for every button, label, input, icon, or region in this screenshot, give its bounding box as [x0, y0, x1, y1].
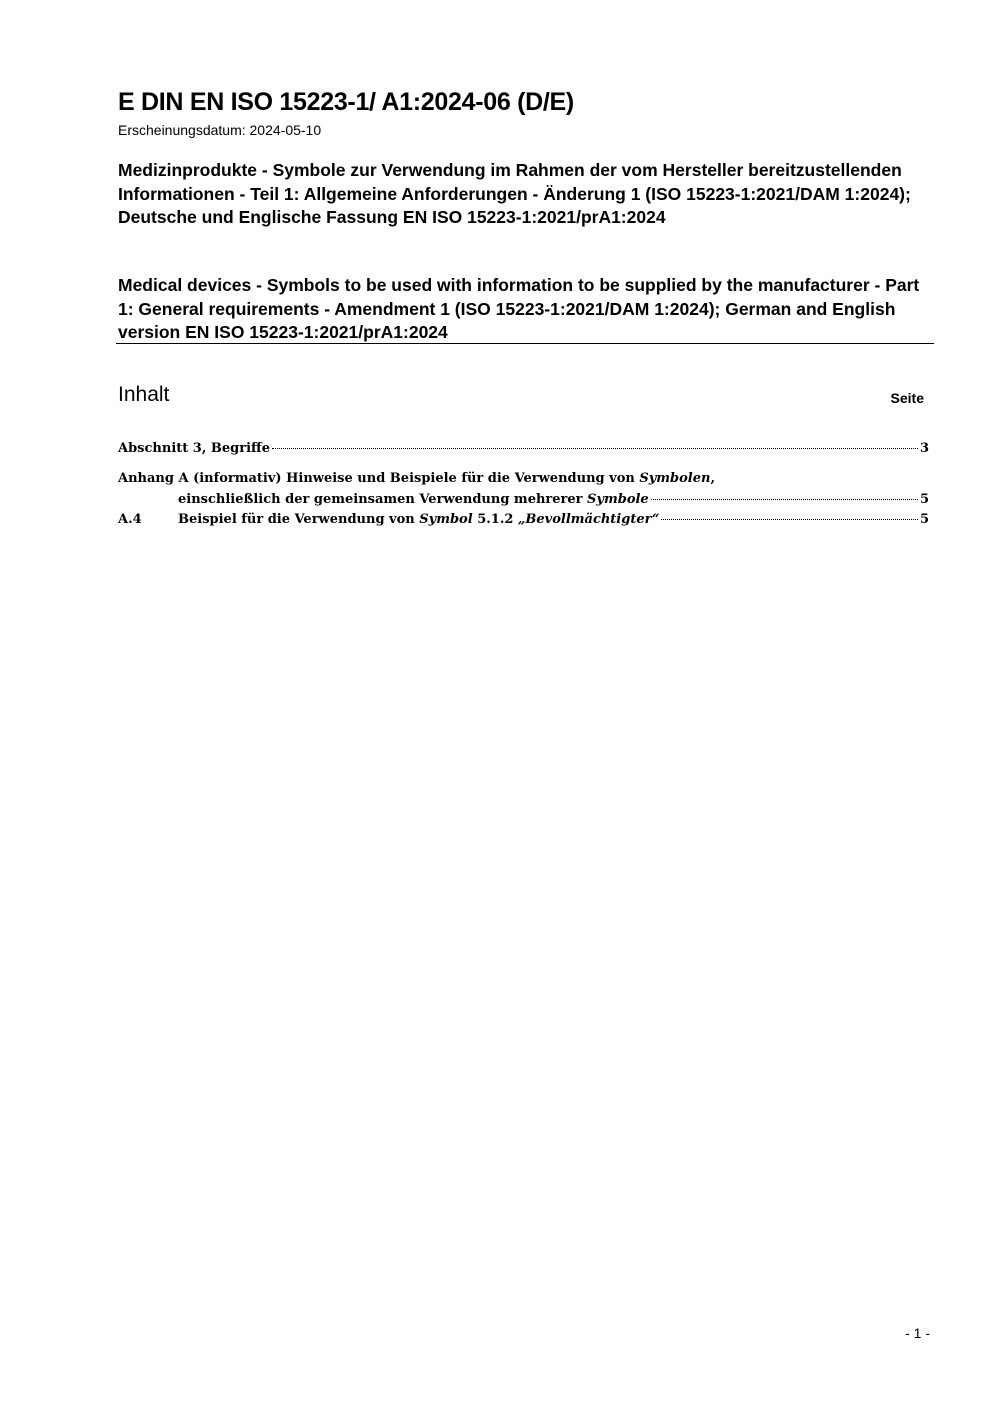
toc-entry-label: Abschnitt 3, Begriffe: [118, 441, 270, 456]
document-number: E DIN EN ISO 15223-1/ A1:2024-06 (D/E): [118, 88, 574, 116]
toc-leader-dots: [651, 499, 918, 500]
toc-entry-label-italic: Symbole: [587, 492, 649, 507]
toc-entry-label: Anhang A (informativ) Hinweise und Beispiele für die Verwendung von: [118, 471, 640, 486]
toc-entry-anhang-a-line2[interactable]: [178, 492, 929, 507]
page-number: - 1 -: [905, 1325, 930, 1341]
toc-entry-abschnitt-3[interactable]: [118, 441, 929, 456]
toc-entry-label: ,: [710, 471, 715, 486]
title-german: Medizinprodukte - Symbole zur Verwendung im Rahmen der vom Hersteller bereitzustellenden Informationen - Teil 1: Allgemeine Anforderungen - Änderung 1 (ISO 15223-1:2021/DAM 1:2024); Deutsche und Englische Fassung EN ISO 15223-1:2021/prA1:2024: [118, 160, 911, 227]
title-english: Medical devices - Symbols to be used with information to be supplied by the manufacturer - Part 1: General requirements - Amendment 1 (ISO 15223-1:2021/DAM 1:2024); German and English version EN ISO 15223-1:2021/prA1:2024: [118, 275, 920, 342]
title-divider: [116, 343, 934, 344]
toc-entry-label: [118, 512, 659, 527]
toc-entry-label-part: Beispiel für die Verwendung von: [178, 512, 420, 527]
toc-entry-label-part: 5.1.2: [472, 512, 518, 527]
toc-entry-label-part: einschließlich der gemeinsamen Verwendung mehrerer: [178, 492, 588, 507]
toc-entry-page: 5: [919, 512, 929, 527]
toc-entry-label-italic: Symbolen: [639, 471, 711, 486]
toc-entry-label: [178, 492, 649, 507]
toc-entry-page: 5: [919, 492, 929, 507]
toc-entry-anhang-a-line1[interactable]: [118, 471, 715, 486]
toc-heading: Inhalt: [118, 383, 170, 406]
toc-leader-dots: [272, 448, 918, 449]
toc-page-label: Seite: [890, 390, 924, 406]
toc-entry-number: A.4: [118, 512, 142, 527]
issue-date: Erscheinungsdatum: 2024-05-10: [118, 122, 322, 138]
toc-entry-label-italic: Symbol: [419, 512, 473, 527]
toc-entry-label-italic: „Bevollmächtigter“: [517, 512, 660, 527]
toc-leader-dots: [661, 519, 918, 520]
toc-entry-a4[interactable]: [118, 512, 929, 527]
toc-entry-page: 3: [919, 441, 929, 456]
